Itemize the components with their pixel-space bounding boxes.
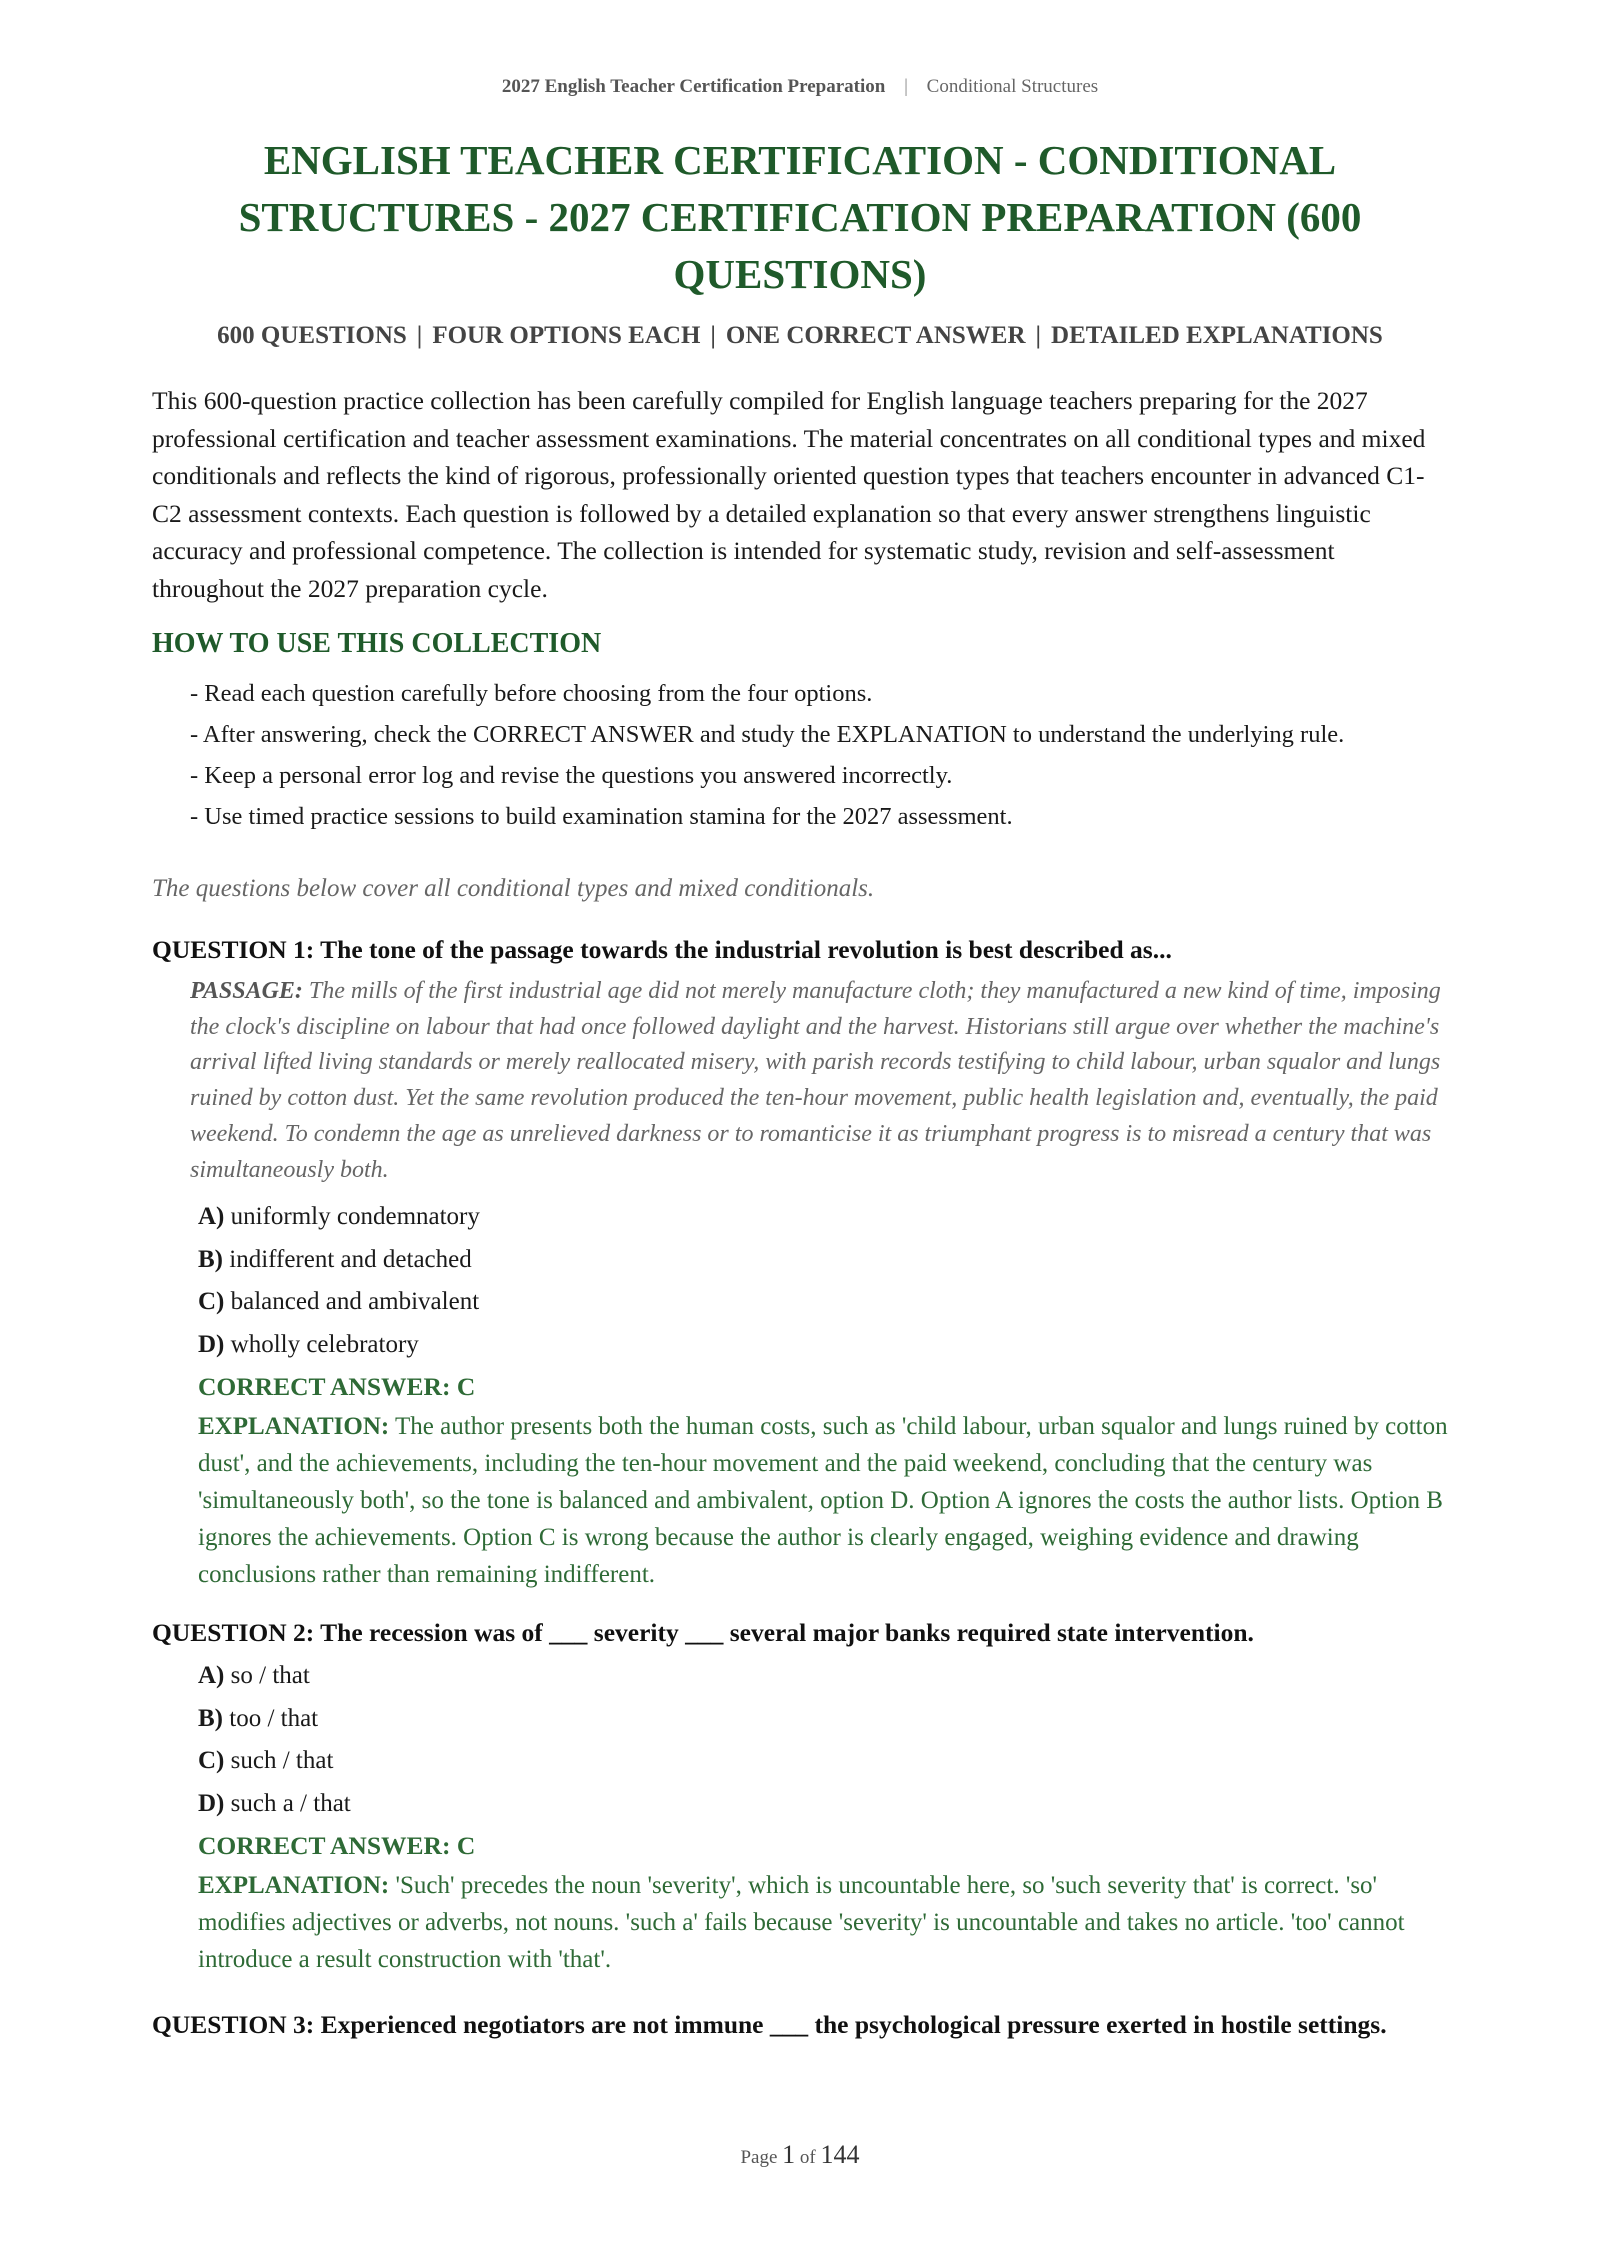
option-letter: B)	[198, 1704, 223, 1732]
how-to-item: - Use timed practice sessions to build examination stamina for the 2027 assessment.	[190, 803, 1013, 830]
subtitle-item: FOUR OPTIONS EACH	[432, 322, 701, 349]
option-text: such / that	[230, 1747, 334, 1774]
how-to-item: - Keep a personal error log and revise the questions you answered incorrectly.	[190, 762, 953, 789]
question-block	[152, 2006, 1448, 2043]
subtitle-item: ONE CORRECT ANSWER	[725, 322, 1026, 349]
option-c	[198, 1740, 1448, 1783]
option-letter: B)	[198, 1245, 223, 1273]
explanation-text: 'Such' precedes the noun 'severity', which is uncountable here, so 'such severity that' is correct. 'so' modifies adjectives or adverbs, not nouns. 'such a' fails because 'severity' is uncountable and takes no article. 'too' cannot introduce a result construction with 'that'.	[198, 1872, 1405, 1973]
explanation	[198, 1867, 1448, 1978]
subtitle-separator: |	[710, 322, 716, 349]
explanation-text: The author presents both the human costs, such as 'child labour, urban squalor and lungs ruined by cotton dust', and the achievements, including the ten-hour movement and the paid weekend, concluding that the century was 'simultaneously both', so the tone is balanced and ambivalent, option D. Option A ignores the costs the author lists. Option B ignores the achievements. Option C is wrong because the author is clearly engaged, weighing evidence and drawing conclusions rather than remaining indifferent.	[198, 1413, 1448, 1589]
option-text: balanced and ambivalent	[230, 1288, 480, 1316]
running-header-separator: |	[904, 76, 908, 97]
intro-paragraph: This 600-question practice collection has been carefully compiled for English language teachers preparing for the 2027 professional certification and teacher assessment examinations. The material concentrates on all conditional types and mixed conditionals and reflects the kind of rigorous, professionally oriented question types that teachers encounter in advanced C1-C2 assessment contexts. Each question is followed by a detailed explanation so that every answer strengthens linguistic accuracy and professional competence. The collection is intended for systematic study, revision and self-assessment throughout the 2027 preparation cycle.	[152, 386, 1426, 603]
document-title: ENGLISH TEACHER CERTIFICATION - CONDITIONAL STRUCTURES - 2027 CERTIFICATION PREPARATION (600 QUESTIONS)	[238, 137, 1362, 297]
question-block	[152, 1614, 1448, 1978]
coverage-note: The questions below cover all conditional types and mixed conditionals.	[152, 875, 875, 902]
option-letter: C)	[198, 1288, 225, 1316]
how-to-heading: HOW TO USE THIS COLLECTION	[152, 628, 602, 659]
how-to-item: - After answering, check the CORRECT ANSWER and study the EXPLANATION to understand the underlying rule.	[190, 721, 1345, 748]
option-b	[198, 1698, 1448, 1741]
correct-answer: CORRECT ANSWER: C	[198, 1831, 476, 1860]
page-number: 1	[782, 2140, 796, 2169]
option-letter: C)	[198, 1747, 225, 1774]
option-text: uniformly condemnatory	[230, 1203, 480, 1231]
option-text: too / that	[229, 1704, 319, 1732]
option-b	[198, 1239, 1448, 1282]
subtitle-item: 600 QUESTIONS	[217, 322, 407, 349]
passage-label: PASSAGE:	[190, 978, 303, 1004]
subtitle-item: DETAILED EXPLANATIONS	[1051, 322, 1383, 349]
option-a	[198, 1196, 1448, 1239]
question-heading: QUESTION 1: The tone of the passage towards the industrial revolution is best described as...	[152, 935, 1172, 964]
explanation	[198, 1408, 1448, 1593]
option-letter: A)	[198, 1662, 225, 1689]
running-header-title: 2027 English Teacher Certification Preparation	[501, 76, 886, 97]
of-word: of	[799, 2147, 816, 2168]
running-header	[0, 76, 1600, 98]
correct-answer: CORRECT ANSWER: C	[198, 1372, 476, 1402]
options-list	[198, 1196, 1448, 1366]
question-passage	[190, 974, 1448, 1188]
page-footer	[0, 2140, 1600, 2170]
option-d	[198, 1324, 1448, 1367]
option-text: indifferent and detached	[229, 1245, 472, 1273]
subtitle-separator: |	[1035, 322, 1042, 349]
option-d	[198, 1783, 1448, 1826]
running-header-section: Conditional Structures	[926, 76, 1099, 97]
explanation-label: EXPLANATION:	[198, 1413, 390, 1441]
page-word: Page	[740, 2147, 778, 2168]
option-text: such a / that	[230, 1789, 351, 1817]
option-c	[198, 1281, 1448, 1324]
passage-text: The mills of the first industrial age did not merely manufacture cloth; they manufactured a new kind of time, imposing the clock's discipline on labour that had once followed daylight and the harvest. Historians still argue over whether the machine's arrival lifted living standards or merely reallocated misery, with parish records testifying to child labour, urban squalor and lungs ruined by cotton dust. Yet the same revolution produced the ten-hour movement, public health legislation and, eventually, the paid weekend. To condemn the age as unrelieved darkness or to romanticise it as triumphant progress is to misread a century that was simultaneously both.	[190, 978, 1441, 1183]
document-subtitle	[140, 322, 1460, 350]
question-block	[152, 931, 1448, 1593]
option-letter: D)	[198, 1330, 225, 1358]
question-heading: QUESTION 2: The recession was of ___ severity ___ several major banks required state intervention.	[152, 1618, 1254, 1647]
question-heading: QUESTION 3: Experienced negotiators are not immune ___ the psychological pressure exerted in hostile settings.	[152, 2010, 1387, 2039]
how-to-list	[190, 676, 1448, 840]
option-a	[198, 1655, 1448, 1698]
page-total: 144	[820, 2140, 860, 2169]
option-letter: A)	[198, 1203, 225, 1231]
option-letter: D)	[198, 1789, 225, 1817]
how-to-item: - Read each question carefully before choosing from the four options.	[190, 680, 873, 707]
option-text: so / that	[230, 1662, 310, 1689]
subtitle-separator: |	[416, 322, 423, 349]
option-text: wholly celebratory	[230, 1330, 419, 1358]
explanation-label: EXPLANATION:	[198, 1872, 390, 1899]
options-list	[198, 1655, 1448, 1825]
